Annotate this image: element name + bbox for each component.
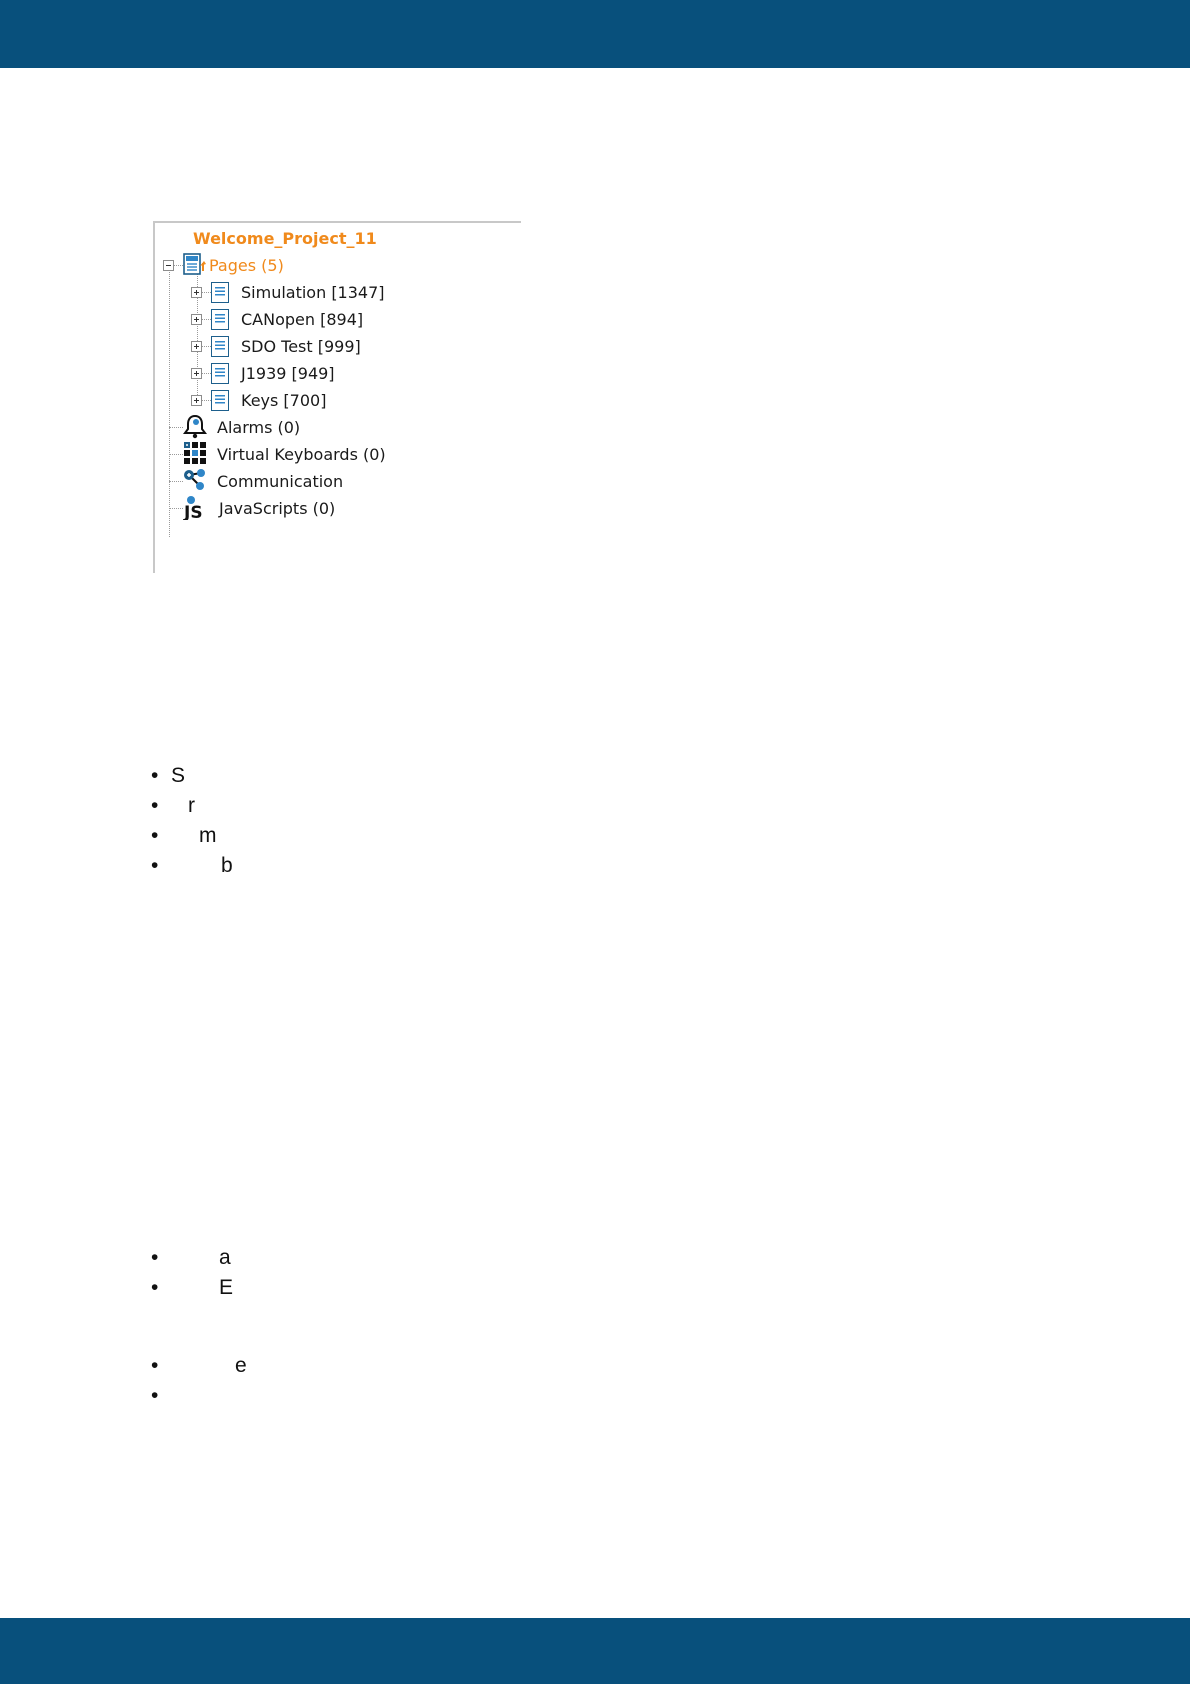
expand-icon[interactable] [191,287,202,298]
keyboard-icon [183,441,207,469]
tree-item-page[interactable] [191,360,335,387]
javascript-icon [183,494,209,524]
tree-item-communication[interactable] [169,468,343,495]
tree-item-pages[interactable] [163,252,284,279]
tree-item-label: JavaScripts (0) [219,499,336,518]
tree-item-alarms[interactable] [169,414,300,441]
collapse-icon[interactable] [163,260,174,271]
tree-item-label: Communication [217,472,344,491]
expand-icon[interactable] [191,368,202,379]
page-icon [211,309,229,330]
project-tree-panel [153,221,521,573]
tree-item-label: J1939 [949] [241,364,335,383]
pages-icon [183,252,207,280]
tree-item-page[interactable] [191,333,361,360]
page-icon [211,390,229,411]
tree-item-label: SDO Test [999] [241,337,361,356]
tree-item-virtual-keyboards[interactable] [169,441,386,468]
page-footer-band [0,1618,1190,1684]
tree-item-label: Alarms (0) [217,418,301,437]
page-icon [211,282,229,303]
page-header-band [0,0,1190,68]
tree-item-label: CANopen [894] [241,310,364,329]
tree-item-label: Virtual Keyboards (0) [217,445,386,464]
expand-icon[interactable] [191,341,202,352]
tree-root-label[interactable]: Welcome_Project_11 [193,229,377,248]
tree-item-label: Pages (5) [209,256,284,275]
svg-text:JS: JS [184,502,203,520]
bell-icon [183,413,207,443]
expand-icon[interactable] [191,314,202,325]
tree-item-javascripts[interactable] [169,495,335,522]
share-icon [183,468,207,496]
page-icon [211,363,229,384]
tree-item-page[interactable] [191,279,385,306]
tree-item-page[interactable] [191,306,363,333]
tree-item-page[interactable] [191,387,326,414]
page-icon [211,336,229,357]
expand-icon[interactable] [191,395,202,406]
tree-item-label: Keys [700] [241,391,327,410]
tree-item-label: Simulation [1347] [241,283,385,302]
